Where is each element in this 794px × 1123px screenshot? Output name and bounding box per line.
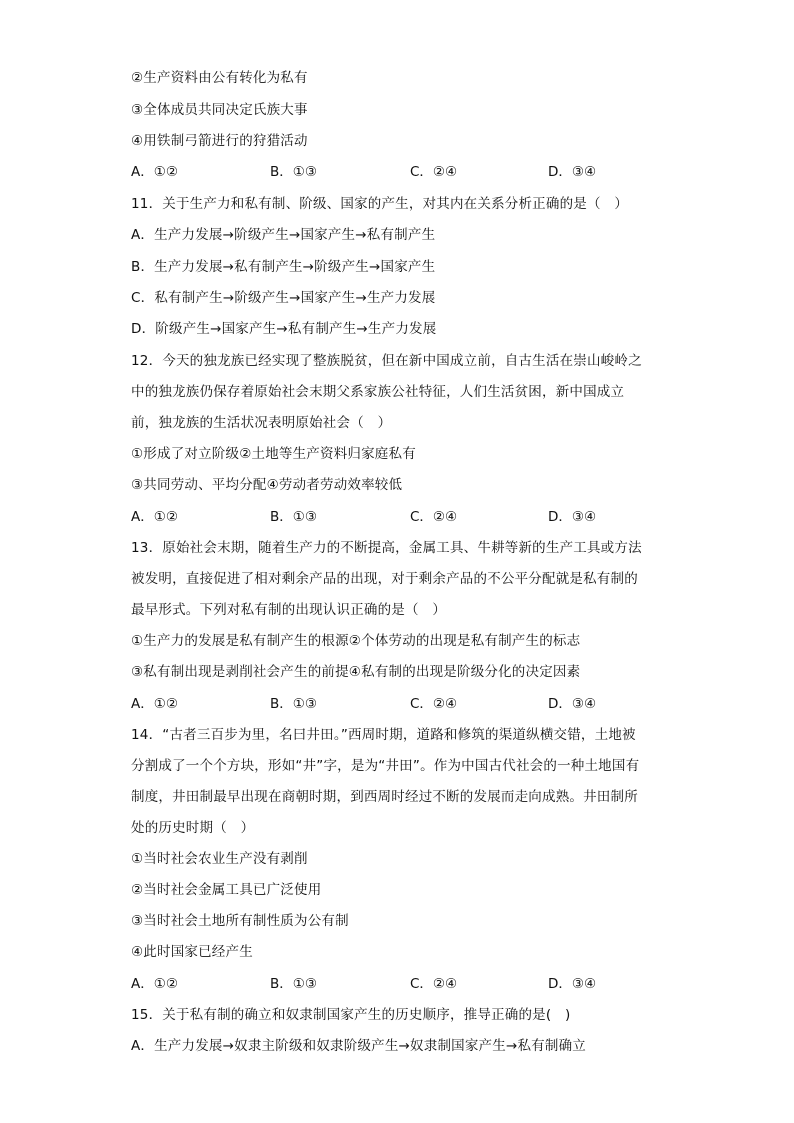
statement-2: ②生产资料由公有转化为私有 [131,70,308,86]
option-a: A．①② [131,509,178,525]
question-15: 15．关于私有制的确立和奴隶制国家产生的历史顺序，推导正确的是( ) [131,1007,571,1023]
question-11: 11．关于生产力和私有制、阶级、国家的产生，对其内在关系分析正确的是（ ） [131,196,629,212]
option-a: A．①② [131,164,178,180]
question-12-line3: 前，独龙族的生活状况表明原始社会（ ） [131,415,392,431]
option-d: D．③④ [548,696,597,712]
question-12-line1: 12．今天的独龙族已经实现了整族脱贫，但在新中国成立前，自古生活在崇山峻岭之 [131,353,642,369]
option-b: B．①③ [270,164,317,180]
question-12-line2: 中的独龙族仍保存着原始社会末期父系家族公社特征，人们生活贫困，新中国成立 [131,384,625,400]
q14-statement-3: ③当时社会土地所有制性质为公有制 [131,913,349,929]
question-14-line2: 分割成了一个个方块，形如“井”字，是为“井田”。作为中国古代社会的一种土地国有 [131,758,640,774]
question-14-line1: 14．“古者三百步为里，名曰井田。”西周时期，道路和修筑的渠道纵横交错，土地被 [131,727,636,743]
q13-statements-2: ③私有制出现是剥削社会产生的前提④私有制的出现是阶级分化的决定因素 [131,664,581,680]
q15-option-a: A．生产力发展→奴隶主阶级和奴隶阶级产生→奴隶制国家产生→私有制确立 [131,1038,586,1054]
q11-option-a: A．生产力发展→阶级产生→国家产生→私有制产生 [131,227,436,243]
option-c: C．②④ [410,696,458,712]
answer-options-q13 [131,692,651,712]
option-b: B．①③ [270,509,317,525]
option-c: C．②④ [410,509,458,525]
question-13-line2: 被发明，直接促进了相对剩余产品的出现，对于剩余产品的不公平分配就是私有制的 [131,571,638,587]
option-d: D．③④ [548,164,597,180]
option-d: D．③④ [548,976,597,992]
q12-statements-2: ③共同劳动、平均分配④劳动者劳动效率较低 [131,477,403,493]
q11-option-c: C．私有制产生→阶级产生→国家产生→生产力发展 [131,290,436,306]
q13-statements-1: ①生产力的发展是私有制产生的根源②个体劳动的出现是私有制产生的标志 [131,633,581,649]
option-c: C．②④ [410,164,458,180]
answer-options-q10 [131,160,651,180]
option-c: C．②④ [410,976,458,992]
option-a: A．①② [131,696,178,712]
question-13-line3: 最早形式。下列对私有制的出现认识正确的是（ ） [131,602,447,618]
q11-option-b: B．生产力发展→私有制产生→阶级产生→国家产生 [131,259,436,275]
answer-options-q14 [131,972,651,992]
q12-statements-1: ①形成了对立阶级②土地等生产资料归家庭私有 [131,446,416,462]
question-14-line3: 制度，井田制最早出现在商朝时期，到西周时经过不断的发展而走向成熟。井田制所 [131,789,638,805]
statement-4: ④用铁制弓箭进行的狩猎活动 [131,133,308,149]
option-d: D．③④ [548,509,597,525]
answer-options-q12 [131,505,651,525]
option-b: B．①③ [270,696,317,712]
option-a: A．①② [131,976,178,992]
q14-statement-2: ②当时社会金属工具已广泛使用 [131,882,322,898]
statement-3: ③全体成员共同决定氏族大事 [131,102,308,118]
question-13-line1: 13．原始社会末期，随着生产力的不断提高，金属工具、牛耕等新的生产工具或方法 [131,540,642,556]
q14-statement-4: ④此时国家已经产生 [131,944,253,960]
q11-option-d: D．阶级产生→国家产生→私有制产生→生产力发展 [131,321,437,337]
question-14-line4: 处的历史时期（ ） [131,820,255,836]
q14-statement-1: ①当时社会农业生产没有剥削 [131,851,308,867]
option-b: B．①③ [270,976,317,992]
